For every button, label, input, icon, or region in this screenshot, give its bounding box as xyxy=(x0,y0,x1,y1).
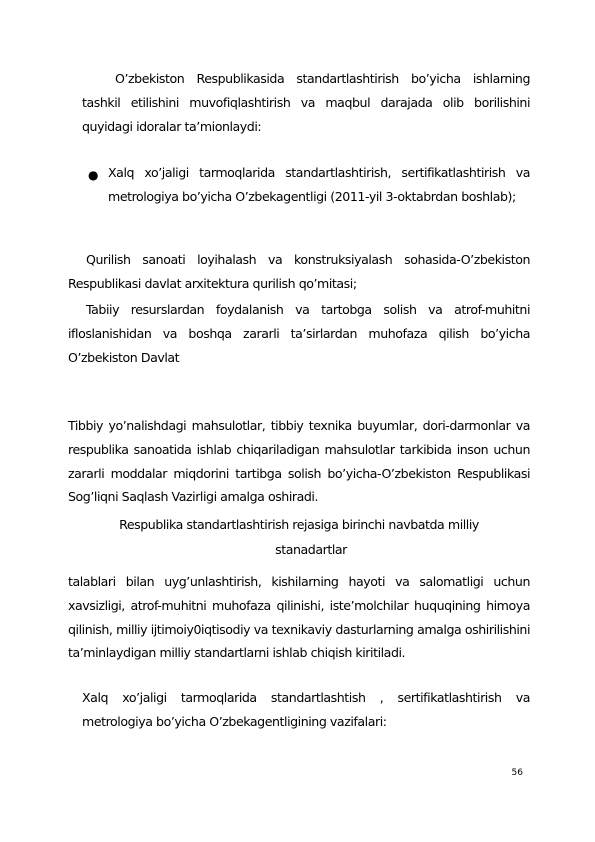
intro-paragraph: O’zbekiston Respublikasida standartlashtirish bo’yicha ishlarning tashkil etilishini muvofiqlashtirish va maqbul darajada olib borilishini quyidagi idoralar ta’mionlaydi: xyxy=(82,71,530,134)
heading-line-1: Respublika standartlashtirish rejasiga birinchi navbatda milliy xyxy=(119,517,479,532)
bullet-icon: ● xyxy=(88,168,99,182)
medical-paragraph: Tibbiy yo’nalishdagi mahsulotlar, tibbiy texnika buyumlar, dori-darmonlar va respublika sanoatida ishlab chiqariladigan mahsulotlar tarkibida inson uchun zararli moddalar miqdorini tartibga solish bo’yicha-O’zbekiston Respublikasi Sog’liqni Saqlash Vazirligi amalga oshiradi. xyxy=(68,418,530,505)
heading-line-2: stanadartlar xyxy=(275,542,347,557)
requirements-paragraph: talablari bilan uyg’unlashtirish, kishilarning hayoti va salomatligi uchun xavsizligi, atrof-muhitni muhofaza qilinishi, iste’molchilar huquqining himoya qilinish, milliy ijtimoiy0iqtisodiy va texnikaviy dasturlarning amalga oshirilishini ta’minlaydigan milliy standartlarni ishlab chiqish kiritiladi. xyxy=(68,574,530,661)
page-number: 56 xyxy=(511,768,523,778)
bullet-item-agency: Xalq xo’jaligi tarmoqlarida standartlashtirish, sertifikatlashtirish va metrologiya bo’yicha O’zbekagentligi (2011-yil 3-oktabrdan boshlab); xyxy=(108,165,530,204)
natural-resources-paragraph: Tabiiy resurslardan foydalanish va tartobga solish va atrof-muhitni ifloslanishidan va boshqa zararli ta’sirlardan muhofaza qilish bo’yicha O’zbekiston Davlat xyxy=(68,302,530,365)
construction-paragraph: Qurilish sanoati loyihalash va konstruksiyalash sohasida-O’zbekiston Respublikasi davlat arxitektura qurilish qo’mitasi; xyxy=(68,252,530,291)
agency-tasks-paragraph: Xalq xo’jaligi tarmoqlarida standartlashtish , sertifikatlashtirish va metrologiya bo’yicha O’zbekagentligining vazifalari: xyxy=(82,690,530,729)
